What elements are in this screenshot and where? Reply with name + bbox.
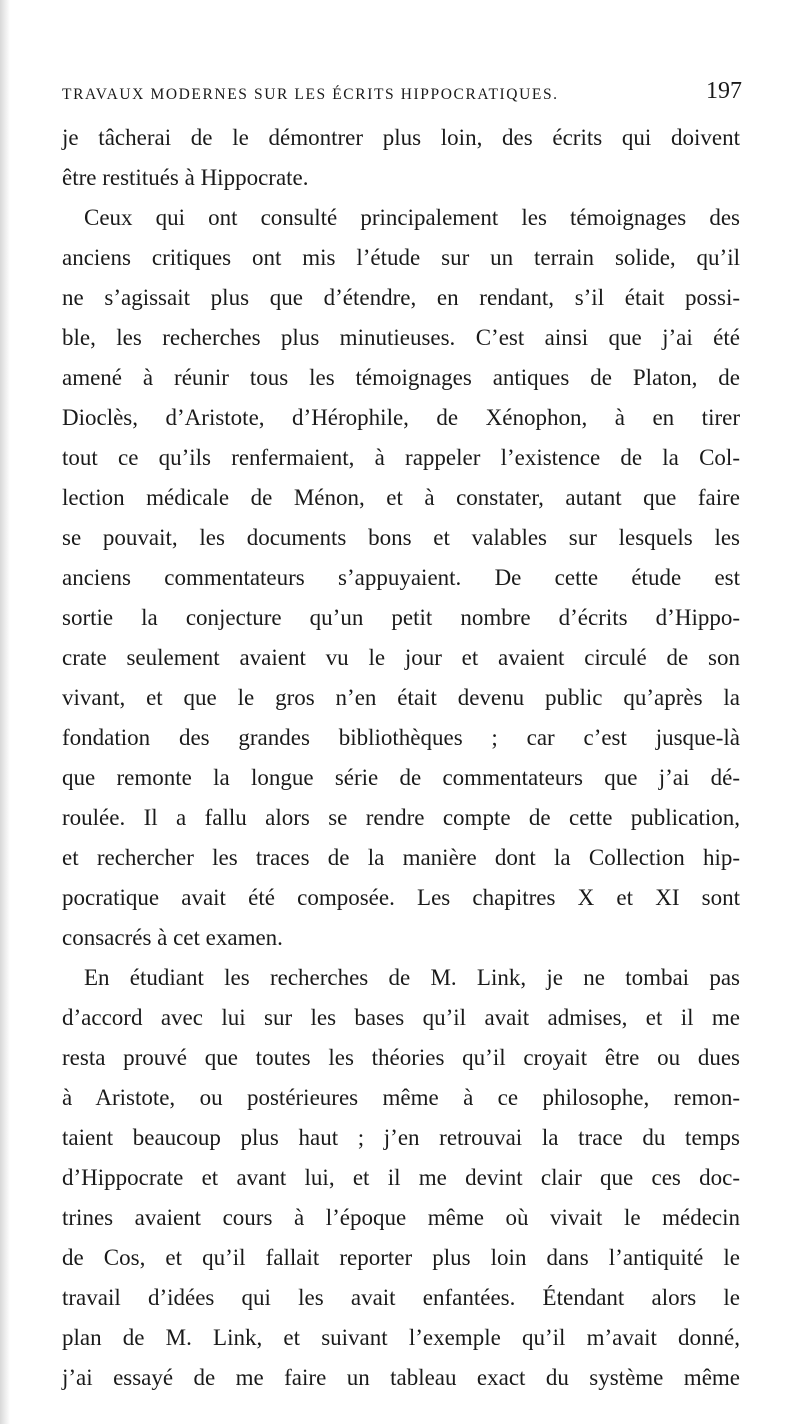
text-line: sortie la conjecture qu’un petit nombre d’écrits d’Hippo- bbox=[62, 605, 740, 630]
text-line: ne s’agissait plus que d’étendre, en rendant, s’il était possi- bbox=[62, 285, 740, 310]
text-line: taient beaucoup plus haut ; j’en retrouvai la trace du temps bbox=[62, 1125, 740, 1150]
text-line: crate seulement avaient vu le jour et avaient circulé de son bbox=[62, 645, 740, 670]
text-line: consacrés à cet examen. bbox=[62, 925, 283, 950]
text-line: à Aristote, ou postérieures même à ce philosophe, remon- bbox=[62, 1085, 740, 1110]
page-gutter-shadow bbox=[0, 0, 10, 1424]
text-line: plan de M. Link, et suivant l’exemple qu’il m’avait donné, bbox=[62, 1325, 740, 1350]
text-line: tout ce qu’ils renfermaient, à rappeler l’existence de la Col- bbox=[62, 445, 740, 470]
text-line: être restitués à Hippocrate. bbox=[62, 165, 309, 190]
text-line: travail d’idées qui les avait enfantées. Étendant alors le bbox=[62, 1285, 740, 1310]
text-line: amené à réunir tous les témoignages antiques de Platon, de bbox=[62, 365, 740, 390]
text-line: et rechercher les traces de la manière dont la Collection hip- bbox=[62, 845, 740, 870]
text-line: se pouvait, les documents bons et valables sur lesquels les bbox=[62, 525, 740, 550]
text-line: roulée. Il a fallu alors se rendre compte de cette publication, bbox=[62, 805, 740, 830]
text-line: pocratique avait été composée. Les chapitres X et XI sont bbox=[62, 885, 740, 910]
text-line: d’accord avec lui sur les bases qu’il avait admises, et il me bbox=[62, 1005, 740, 1030]
body-text bbox=[62, 118, 740, 1398]
text-line: ble, les recherches plus minutieuses. C’est ainsi que j’ai été bbox=[62, 325, 740, 350]
text-line: Ceux qui ont consulté principalement les témoignages des bbox=[84, 205, 740, 230]
text-line: que remonte la longue série de commentateurs que j’ai dé- bbox=[62, 765, 740, 790]
text-line: fondation des grandes bibliothèques ; car c’est jusque-là bbox=[62, 725, 740, 750]
text-line: resta prouvé que toutes les théories qu’il croyait être ou dues bbox=[62, 1045, 740, 1070]
text-line: Dioclès, d’Aristote, d’Hérophile, de Xénophon, à en tirer bbox=[62, 405, 740, 430]
text-line: trines avaient cours à l’époque même où vivait le médecin bbox=[62, 1205, 740, 1230]
page-number: 197 bbox=[706, 78, 742, 104]
text-line: anciens commentateurs s’appuyaient. De cette étude est bbox=[62, 565, 740, 590]
text-line: vivant, et que le gros n’en était devenu public qu’après la bbox=[62, 685, 740, 710]
text-line: j’ai essayé de me faire un tableau exact du système même bbox=[62, 1365, 740, 1390]
running-header bbox=[62, 78, 742, 112]
text-line: anciens critiques ont mis l’étude sur un terrain solide, qu’il bbox=[62, 245, 740, 270]
running-title: TRAVAUX MODERNES SUR LES ÉCRITS HIPPOCRATIQUES. bbox=[62, 86, 559, 103]
text-line: je tâcherai de le démontrer plus loin, des écrits qui doivent bbox=[62, 125, 740, 150]
text-line: lection médicale de Ménon, et à constater, autant que faire bbox=[62, 485, 740, 510]
text-line: d’Hippocrate et avant lui, et il me devint clair que ces doc- bbox=[62, 1165, 740, 1190]
text-line: En étudiant les recherches de M. Link, je ne tombai pas bbox=[84, 965, 740, 990]
text-line: de Cos, et qu’il fallait reporter plus loin dans l’antiquité le bbox=[62, 1245, 740, 1270]
